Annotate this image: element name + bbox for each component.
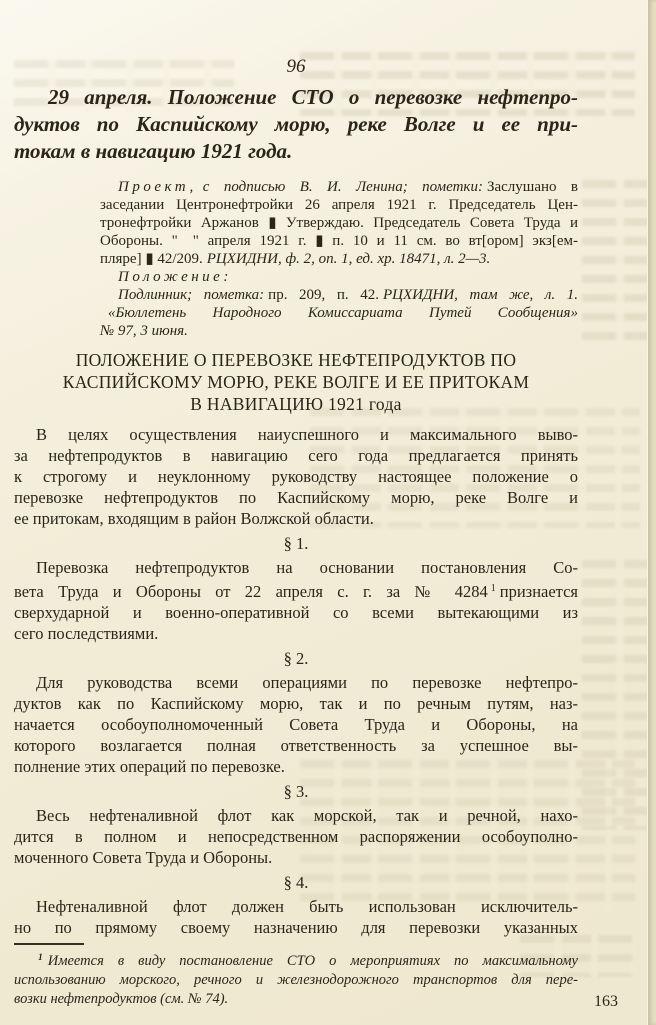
note-plain-segment: пляре] ▮ 42/209. [100,251,203,267]
heading-line: ПОЛОЖЕНИЕ О ПЕРЕВОЗКЕ НЕФТЕПРОДУКТОВ ПО [75,350,517,370]
footnote-line [14,949,578,971]
section-mark-3: § 3. [283,782,309,801]
paragraph-line: перевозке нефтепродуктов по Каспийскому морю, реке Волге и [14,488,578,507]
paragraph-line: которого возлагается полная ответственность за успешное вы- [14,736,578,755]
note-plain-segment: пр. 209, п. 42. [268,287,379,303]
title-line: токам в навигацию 1921 года. [14,139,293,163]
bulletin-reference: «Бюллетень Народного Комиссариата Путей Сообщения» [108,305,578,321]
heading-line: КАСПИЙСКОМУ МОРЮ, РЕКЕ ВОЛГЕ И ЕЕ ПРИТОКАМ [62,372,530,392]
paragraph-line: ее притокам, входящим в район Волжской области. [14,509,374,528]
page-content [14,0,578,1009]
paragraph-line: дуктов как по Каспийскому морю, так и по речным путям, наз- [14,694,578,713]
paragraph-line: сверхударной и военно-оперативной со всеми вытекающими из [14,603,578,622]
footnote-segment: Имеется в виду постановление СТО о мероприятиях по максимальному [47,953,578,969]
note-line [100,286,578,304]
note-line [100,178,578,196]
section-1-paragraph [14,557,578,644]
intro-paragraph [14,424,578,529]
footnote-line: возки нефтепродуктов (см. № 74). [14,991,229,1007]
heading-line: В НАВИГАЦИЮ 1921 года [190,394,402,414]
page-edge-shadow [647,0,656,1025]
footnote [14,943,578,1009]
main-heading [14,349,578,415]
section-mark-1: § 1. [283,534,309,553]
section-4-paragraph [14,896,578,938]
archive-reference: РЦХИДНИ, ф. 2, оп. 1, ед. хр. 18471, л. 2—3. [206,251,491,267]
paragraph-line: за нефтепродуктов в навигацию сего года предлагается принять [14,446,578,465]
polozhenie-label: Положение: [118,269,232,285]
paragraph-line: Весь нефтеналивной флот как морской, так и речной, нахо- [36,806,578,825]
paragraph-line: полнение этих операций по перевозке. [14,757,285,776]
paragraph-line [14,578,578,602]
note-line [100,250,578,268]
archival-note [100,178,578,340]
footnote-line: использованию морского, речного и железнодорожного транспортов для пере- [14,972,578,988]
footnote-marker: 1 [38,953,43,963]
page-number-bottom: 163 [594,993,618,1010]
paragraph-line: сего последствиями. [14,624,159,643]
title-line: дуктов по Каспийскому морю, реке Волге и ее при- [14,112,578,136]
paragraph-line: начается особоуполномоченный Совета Труда и Обороны, на [14,715,578,734]
footnote-reference-mark: 1 [490,583,496,594]
note-italic-segment: с подписью В. И. Ленина; пометки: [202,179,483,195]
page-number-top: 96 [286,56,306,77]
paragraph-line: В целях осуществления наиуспешного и максимального выво- [36,425,578,444]
section-mark-4: § 4. [283,873,309,892]
note-line: Обороны. " " апреля 1921 г. ▮ п. 10 и 11 см. во вт[ором] экз[ем- [100,233,578,249]
paragraph-line: Для руководства всеми операциями по перевозке нефтепро- [36,673,578,692]
bulletin-reference: № 97, 3 июня. [100,323,188,339]
note-line [100,268,578,286]
title-line: 29 апреля. Положение СТО о перевозке нефтепро- [48,85,578,109]
note-line: заседании Центронефтройки 26 апреля 1921 г. Председатель Цен- [100,197,578,213]
paragraph-line: к строгому и неуклонному руководству настоящее положение о [14,467,578,486]
bleedthrough-texture [582,180,648,350]
note-italic-segment: Подлинник; пометка: [118,287,265,303]
paragraph-line: моченного Совета Труда и Обороны. [14,848,273,867]
paragraph-segment: признается [499,582,578,601]
footnote-separator-rule [14,943,84,945]
paragraph-line: дится в полном и непосредственном распоряжении особоуполно- [14,827,578,846]
note-line: тронефтройки Аржанов ▮ Утверждаю. Председатель Совета Труда и [100,215,578,231]
section-mark-2: § 2. [283,649,309,668]
note-plain-segment: Заслушано в [486,179,579,195]
section-2-paragraph [14,672,578,777]
paragraph-line: Перевозка нефтепродуктов на основании постановления Со- [36,558,578,577]
paragraph-line: но по прямому своему назначению для перевозки указанных [14,918,578,937]
proekt-label: Проект, [118,179,197,195]
paragraph-segment: вета Труда и Обороны от 22 апреля с. г. за № 4284 [14,582,488,601]
paragraph-line: Нефтеналивной флот должен быть использован исключитель- [36,897,578,916]
section-3-paragraph [14,805,578,868]
archive-reference: РЦХИДНИ, там же, л. 1. [382,287,578,303]
document-date-title [14,84,578,165]
